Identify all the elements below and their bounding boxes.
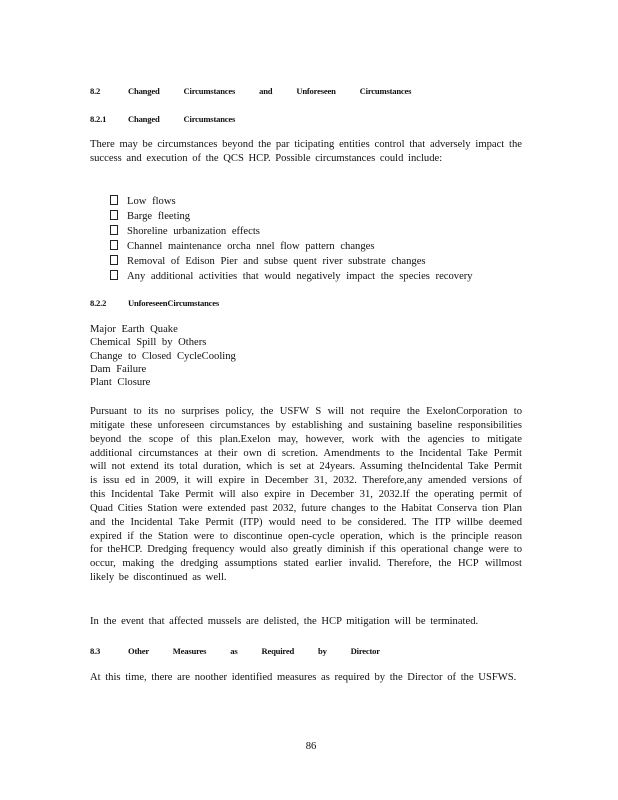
- section-title: Other Measures as Required by Director: [128, 646, 380, 656]
- list-item: [110, 255, 473, 270]
- section-heading-8-2-1: [90, 114, 236, 124]
- section-title: UnforeseenCircumstances: [128, 298, 220, 308]
- bullet-box-icon: [110, 240, 118, 250]
- section-heading-8-2: [90, 86, 412, 96]
- list-item: [110, 225, 473, 240]
- bullet-box-icon: [110, 255, 118, 265]
- section-number: 8.2: [90, 86, 101, 96]
- intro-paragraph: There may be circumstances beyond the par ticipating entities control that adversely impact the success and execution of the QCS HCP. Possible circumstances could include:: [90, 139, 522, 164]
- list-item: [110, 270, 473, 285]
- list-item-text: Removal of Edison Pier and subse quent river substrate changes: [127, 255, 426, 267]
- page-number: 86: [305, 741, 317, 752]
- section-number: 8.3: [90, 646, 101, 656]
- list-item: [110, 195, 473, 210]
- section-title: Changed Circumstances: [128, 114, 236, 124]
- list-item: Plant Closure: [90, 377, 151, 389]
- list-item: Dam Failure: [90, 363, 147, 375]
- section-number: 8.2.2: [90, 298, 107, 308]
- list-item-text: Shoreline urbanization effects: [127, 225, 260, 237]
- list-item: Change to Closed CycleCooling: [90, 350, 236, 362]
- bullet-box-icon: [110, 270, 118, 280]
- list-item-text: Any additional activities that would negatively impact the species recovery: [127, 270, 473, 282]
- director-measures-paragraph: At this time, there are noother identified measures as required by the Director of the USFWS.: [90, 672, 517, 683]
- delisting-paragraph: In the event that affected mussels are delisted, the HCP mitigation will be terminated.: [90, 616, 479, 627]
- section-heading-8-3: [90, 646, 380, 656]
- list-item: [110, 240, 473, 255]
- section-heading-8-2-2: [90, 298, 220, 308]
- list-item-text: Barge fleeting: [127, 210, 191, 222]
- list-item: Major Earth Quake: [90, 324, 178, 335]
- bullet-box-icon: [110, 195, 118, 205]
- unforeseen-circumstances-list: [90, 323, 236, 389]
- list-item-text: Channel maintenance orcha nnel flow pattern changes: [127, 240, 375, 252]
- no-surprises-paragraph: Pursuant to its no surprises policy, the USFW S will not require the ExelonCorporation to mitigate these unforeseen circumstances by establishing and sustaining baseline responsibilities beyond the scope of this plan.Exelon may, however, work with the agencies to mitigate additional circumstances at their own di scretion. Amendments to the Incidental Take Permit will not extend its total duration, which is set at 24years. Assuming theIncidental Take Permit is issu ed in 2009, it will expire in December 31, 2032. Therefore,any amended versions of this Incidental Take Permit will also expire in December 31, 2032.If the operating permit of Quad Cities Station were extended past 2032, future changes to the Habitat Conserva tion Plan and the Incidental Take Permit (ITP) would need to be considered. The ITP willbe deemed expired if the Station were to discontinue open-cycle operation, which is the principle reason for theHCP. Dredging frequency would also greatly diminish if this operational change were to occur, making the dredging assumptions stated earlier invalid. Therefore, the HCP willmost likely be discontinued as well.: [90, 406, 522, 584]
- list-item: [110, 210, 473, 225]
- changed-circumstances-list: [110, 195, 473, 284]
- list-item-text: Low flows: [127, 196, 176, 207]
- bullet-box-icon: [110, 225, 118, 235]
- bullet-box-icon: [110, 210, 118, 220]
- list-item: Chemical Spill by Others: [90, 337, 207, 349]
- section-number: 8.2.1: [90, 114, 107, 124]
- section-title: Changed Circumstances and Unforeseen Circumstances: [128, 86, 412, 96]
